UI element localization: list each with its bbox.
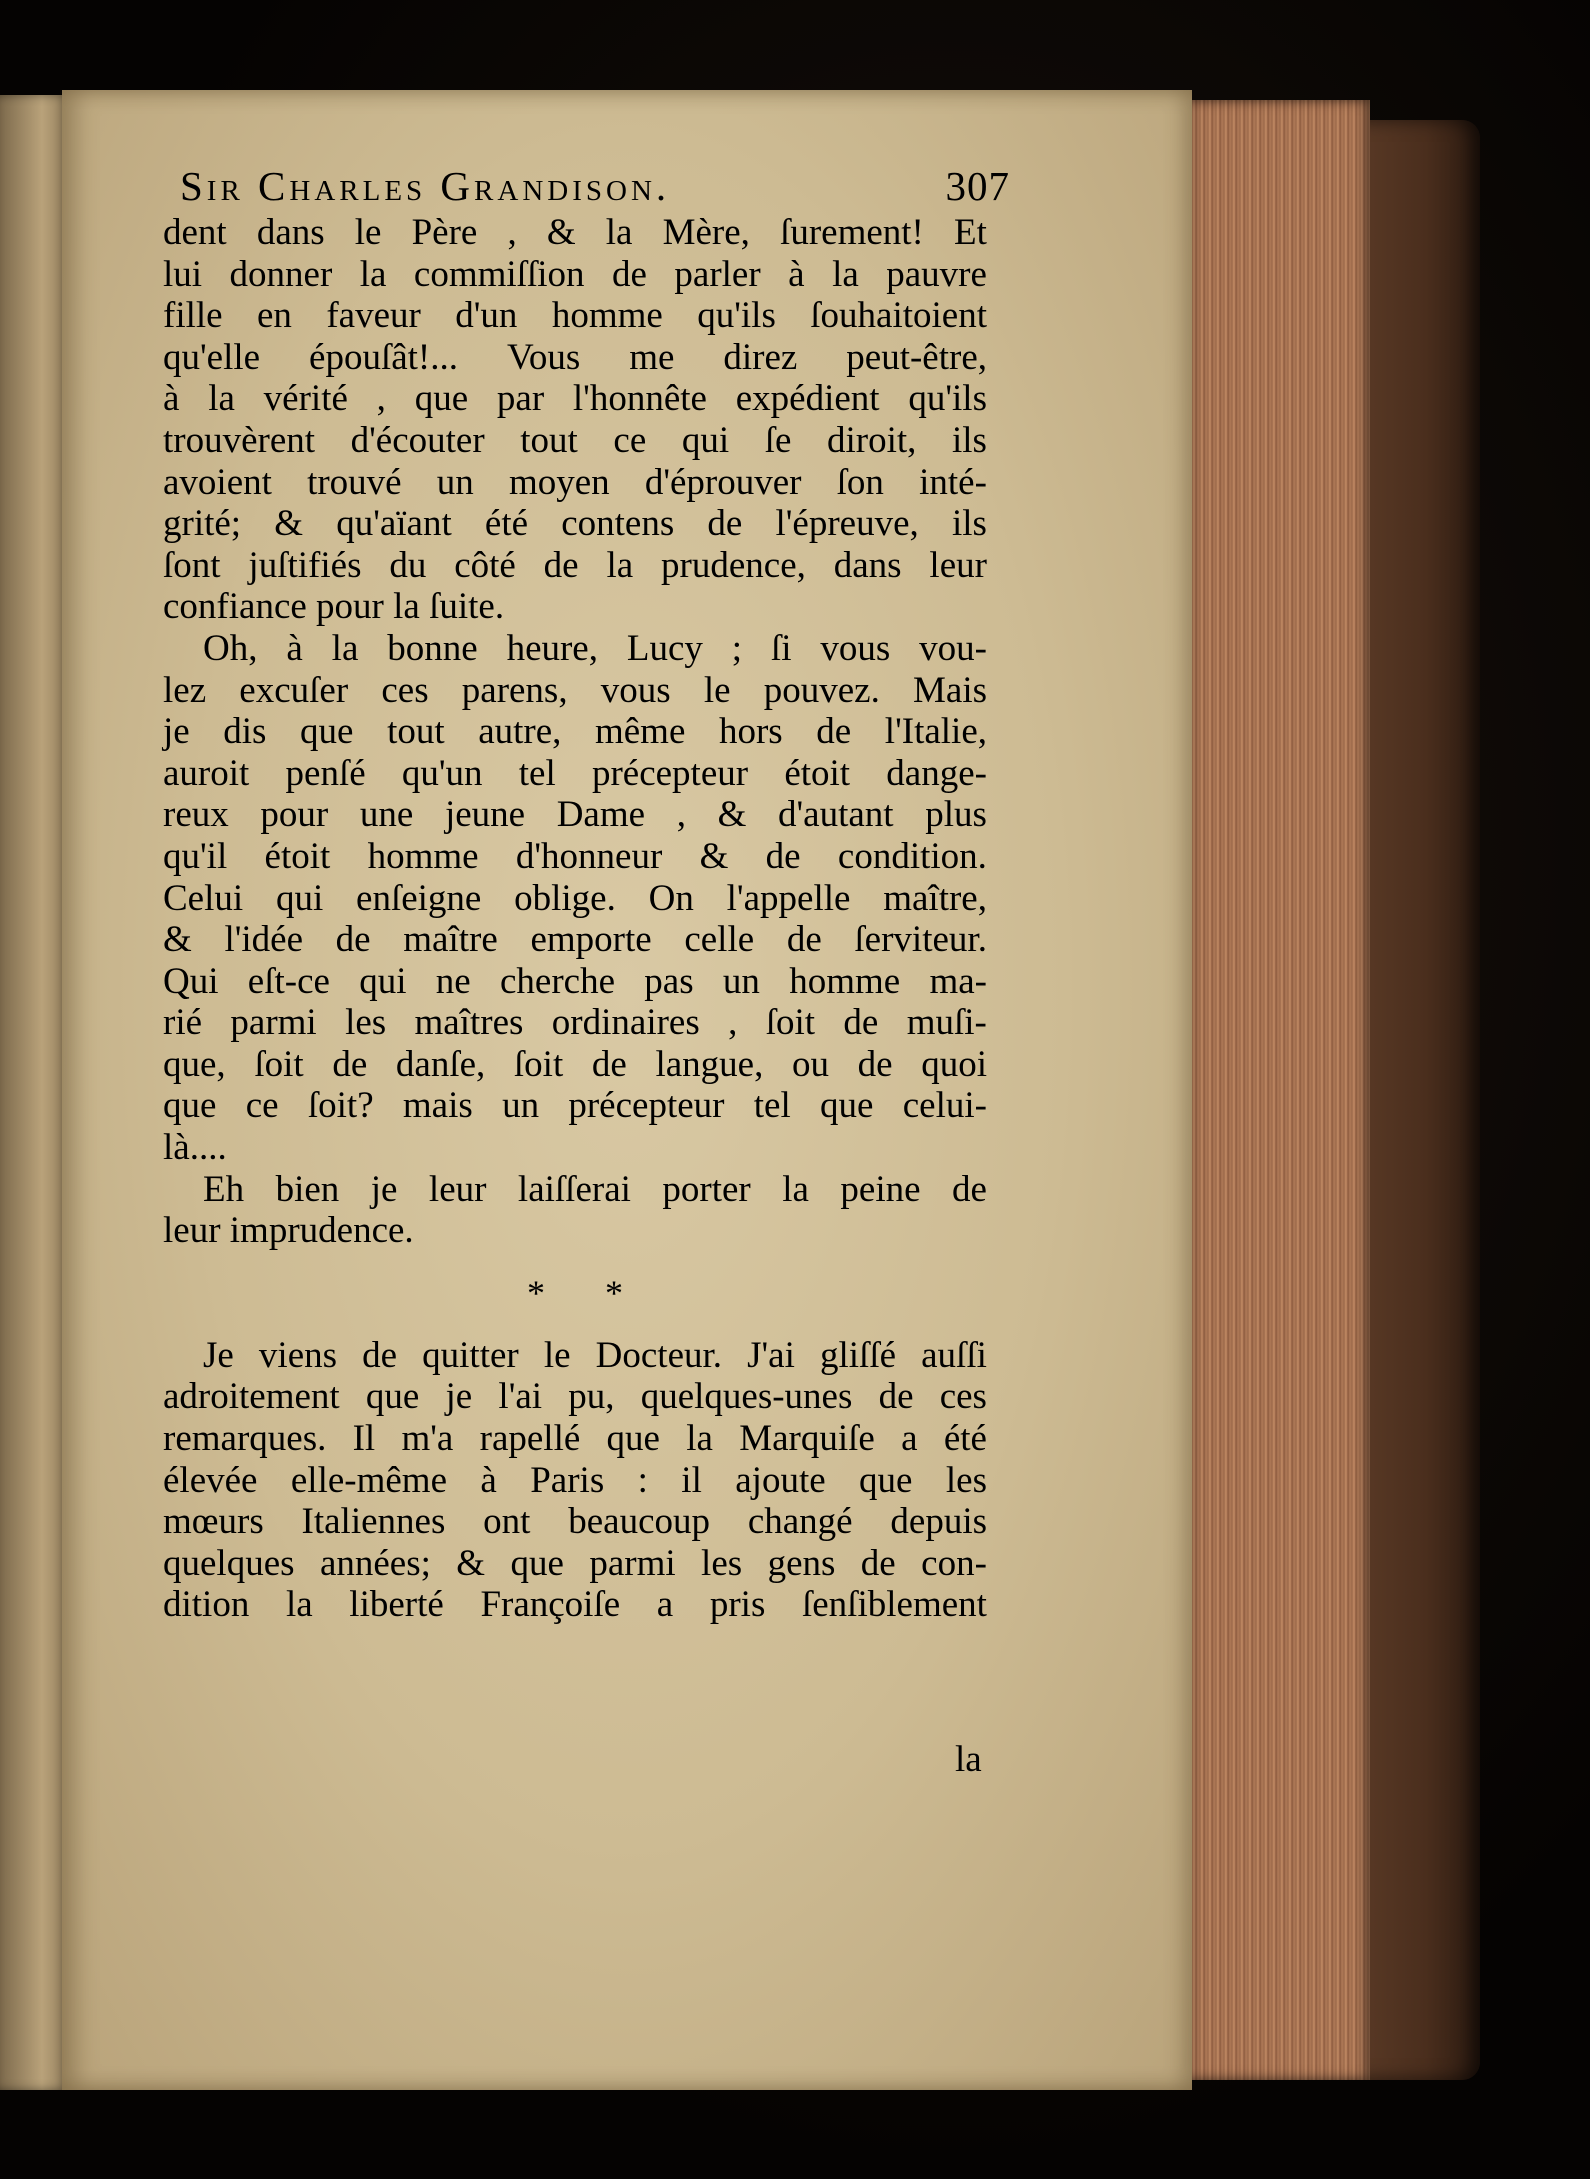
page-header <box>180 150 1010 210</box>
text-line: Celui qui enſeigne oblige. On l'appelle maître, <box>163 877 987 919</box>
text-line: là.... <box>163 1127 227 1169</box>
text-line: rié parmi les maîtres ordinaires , ſoit de muſi- <box>163 1002 987 1044</box>
text-line: mœurs Italiennes ont beaucoup changé depuis <box>163 1501 987 1543</box>
text-line: leur imprudence. <box>163 1210 414 1252</box>
text-line: avoient trouvé un moyen d'éprouver ſon inté- <box>163 461 987 503</box>
text-line: Oh, à la bonne heure, Lucy ; ſi vous vou- <box>203 627 987 669</box>
text-line: remarques. Il m'a rapellé que la Marquiſe a été <box>163 1418 987 1460</box>
text-line: ſont juſtifiés du côté de la prudence, dans leur <box>163 544 987 586</box>
asterisk-ornament: * <box>605 1273 623 1314</box>
text-line: Qui eſt-ce qui ne cherche pas un homme ma- <box>163 960 987 1002</box>
text-line: trouvèrent d'écouter tout ce qui ſe diroit, ils <box>163 419 987 461</box>
asterisk-ornament: * <box>527 1273 545 1314</box>
text-line: quelques années; & que parmi les gens de con- <box>163 1542 987 1584</box>
text-line: qu'il étoit homme d'honneur & de condition. <box>163 835 987 877</box>
body-text <box>163 212 987 1626</box>
catchword: la <box>955 1739 982 1780</box>
text-line: Eh bien je leur laiſſerai porter la peine de <box>203 1168 987 1210</box>
running-head: Sir Charles Grandison. <box>180 163 671 209</box>
text-line: & l'idée de maître emporte celle de ſerviteur. <box>163 919 987 961</box>
text-line: je dis que tout autre, même hors de l'Italie, <box>163 711 987 753</box>
text-line: lui donner la commiſſion de parler à la pauvre <box>163 253 987 295</box>
text-line: que ce ſoit? mais un précepteur tel que celui- <box>163 1085 987 1127</box>
text-line: dition la liberté Françoiſe a pris ſenſiblement <box>163 1584 987 1626</box>
text-line: grité; & qu'aïant été contens de l'épreuve, ils <box>163 503 987 545</box>
previous-page-edge <box>0 95 70 2090</box>
text-line: que, ſoit de danſe, ſoit de langue, ou de quoi <box>163 1043 987 1085</box>
text-line: à la vérité , que par l'honnête expédient qu'ils <box>163 378 987 420</box>
text-line: lez excuſer ces parens, vous le pouvez. Mais <box>163 669 987 711</box>
text-line: fille en faveur d'un homme qu'ils ſouhaitoient <box>163 295 987 337</box>
text-line: reux pour une jeune Dame , & d'autant plus <box>163 794 987 836</box>
page-edges <box>1180 100 1370 2080</box>
section-ornament <box>163 1252 987 1335</box>
text-line: adroitement que je l'ai pu, quelques-unes de ces <box>163 1376 987 1418</box>
text-line: confiance pour la ſuite. <box>163 586 505 628</box>
page-number: 307 <box>945 163 1010 209</box>
paragraph-block <box>163 212 987 1252</box>
text-line: dent dans le Père , & la Mère, ſurement! Et <box>163 212 987 253</box>
text-line: Je viens de quitter le Docteur. J'ai gliſſé auſſi <box>203 1334 987 1376</box>
paragraph-block <box>163 1335 987 1626</box>
text-line: élevée elle-même à Paris : il ajoute que les <box>163 1459 987 1501</box>
text-line: auroit penſé qu'un tel précepteur étoit dange- <box>163 752 987 794</box>
text-line: qu'elle épouſât!... Vous me direz peut-être, <box>163 336 987 378</box>
